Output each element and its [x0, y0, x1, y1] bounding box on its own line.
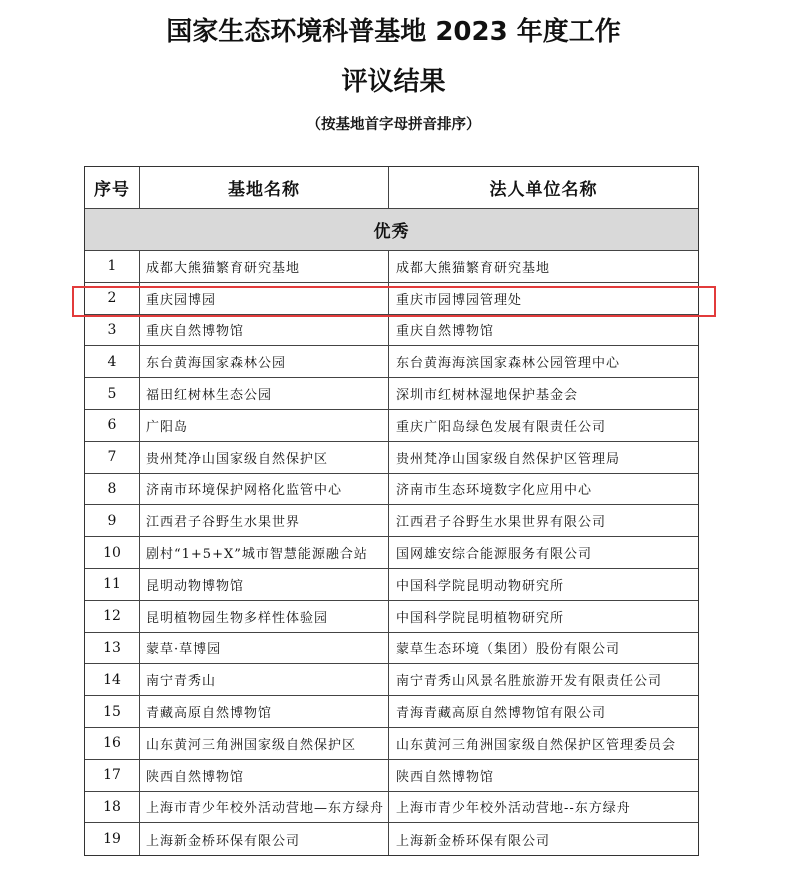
entity-name-cell: 东台黄海海滨国家森林公园管理中心 [396, 356, 621, 372]
base-name-cell: 广阳岛 [140, 410, 389, 441]
row-number: 5 [85, 378, 140, 409]
row-number: 6 [85, 410, 140, 441]
table-row [85, 315, 698, 347]
row-number: 13 [85, 633, 140, 664]
base-name-cell: 昆明动物博物馆 [140, 569, 389, 600]
row-number: 18 [85, 792, 140, 823]
table-row [85, 410, 698, 442]
document-title-line2: 评议结果 [341, 67, 446, 97]
document-subtitle: （按基地首字母拼音排序） [306, 117, 481, 133]
table-header-row [85, 167, 698, 209]
table-row [85, 505, 698, 537]
entity-name-cell: 青海青藏高原自然博物馆有限公司 [396, 706, 607, 722]
entity-name-cell: 成都大熊猫繁育研究基地 [396, 260, 551, 276]
entity-name-cell: 贵州梵净山国家级自然保护区管理局 [396, 451, 621, 467]
base-name-cell: 重庆自然博物馆 [140, 315, 389, 346]
document-title: 国家生态环境科普基地 2023 年度工作 [166, 17, 621, 47]
base-name-cell: 济南市环境保护网格化监管中心 [140, 474, 389, 505]
table-row [85, 664, 698, 696]
base-name-cell: 江西君子谷野生水果世界 [140, 505, 389, 536]
row-number: 16 [85, 728, 140, 759]
entity-name-cell: 陕西自然博物馆 [396, 769, 495, 785]
row-number: 14 [85, 664, 140, 695]
table-row [85, 474, 698, 506]
row-number: 17 [85, 760, 140, 791]
row-number: 11 [85, 569, 140, 600]
row-number: 1 [85, 251, 140, 282]
table-row [85, 251, 698, 283]
entity-name-cell: 南宁青秀山风景名胜旅游开发有限责任公司 [396, 674, 663, 690]
row-number: 15 [85, 696, 140, 727]
base-name-cell: 东台黄海国家森林公园 [140, 346, 389, 377]
table-row [85, 378, 698, 410]
entity-name-cell: 山东黄河三角洲国家级自然保护区管理委员会 [396, 737, 677, 753]
base-name-cell: 昆明植物园生物多样性体验园 [140, 601, 389, 632]
entity-name-cell: 重庆自然博物馆 [396, 324, 495, 340]
table-row [85, 283, 698, 315]
table-row [85, 601, 698, 633]
base-name-cell: 成都大熊猫繁育研究基地 [140, 251, 389, 282]
row-number: 19 [85, 823, 140, 855]
table-row [85, 537, 698, 569]
base-name-cell: 贵州梵净山国家级自然保护区 [140, 442, 389, 473]
results-table [84, 166, 699, 856]
table-row [85, 792, 698, 824]
base-name-cell: 重庆园博园 [140, 283, 389, 314]
base-name-cell: 山东黄河三角洲国家级自然保护区 [140, 728, 389, 759]
row-number: 2 [85, 283, 140, 314]
base-name-cell: 蒙草·草博园 [140, 633, 389, 664]
base-name-cell: 陕西自然博物馆 [140, 760, 389, 791]
entity-name-cell: 济南市生态环境数字化应用中心 [396, 483, 593, 499]
table-row [85, 569, 698, 601]
row-number: 7 [85, 442, 140, 473]
row-number: 9 [85, 505, 140, 536]
base-name-cell: 剧村“1+5+X”城市智慧能源融合站 [140, 537, 389, 568]
entity-name-cell: 中国科学院昆明动物研究所 [396, 578, 565, 594]
row-number: 12 [85, 601, 140, 632]
base-name-cell: 青藏高原自然博物馆 [140, 696, 389, 727]
table-row [85, 760, 698, 792]
section-band-row [85, 209, 698, 251]
row-number: 4 [85, 346, 140, 377]
entity-name-cell: 上海新金桥环保有限公司 [396, 833, 551, 849]
base-name-cell: 福田红树林生态公园 [140, 378, 389, 409]
header-entity-name: 法人单位名称 [489, 180, 598, 200]
row-number: 8 [85, 474, 140, 505]
entity-name-cell: 国网雄安综合能源服务有限公司 [396, 547, 593, 563]
entity-name-cell: 重庆市园博园管理处 [396, 292, 523, 308]
table-row [85, 696, 698, 728]
table-row [85, 823, 698, 855]
table-row [85, 728, 698, 760]
base-name-cell: 上海市青少年校外活动营地—东方绿舟 [140, 792, 389, 823]
table-row [85, 633, 698, 665]
entity-name-cell: 江西君子谷野生水果世界有限公司 [396, 515, 607, 531]
header-base-name: 基地名称 [140, 167, 389, 208]
base-name-cell: 南宁青秀山 [140, 664, 389, 695]
section-label: 优秀 [373, 222, 410, 242]
header-no: 序号 [85, 167, 140, 208]
base-name-cell: 上海新金桥环保有限公司 [140, 823, 389, 855]
table-row [85, 346, 698, 378]
entity-name-cell: 中国科学院昆明植物研究所 [396, 610, 565, 626]
entity-name-cell: 上海市青少年校外活动营地--东方绿舟 [396, 801, 631, 817]
table-row [85, 442, 698, 474]
entity-name-cell: 蒙草生态环境（集团）股份有限公司 [396, 642, 621, 658]
entity-name-cell: 深圳市红树林湿地保护基金会 [396, 388, 579, 404]
row-number: 10 [85, 537, 140, 568]
entity-name-cell: 重庆广阳岛绿色发展有限责任公司 [396, 419, 607, 435]
row-number: 3 [85, 315, 140, 346]
